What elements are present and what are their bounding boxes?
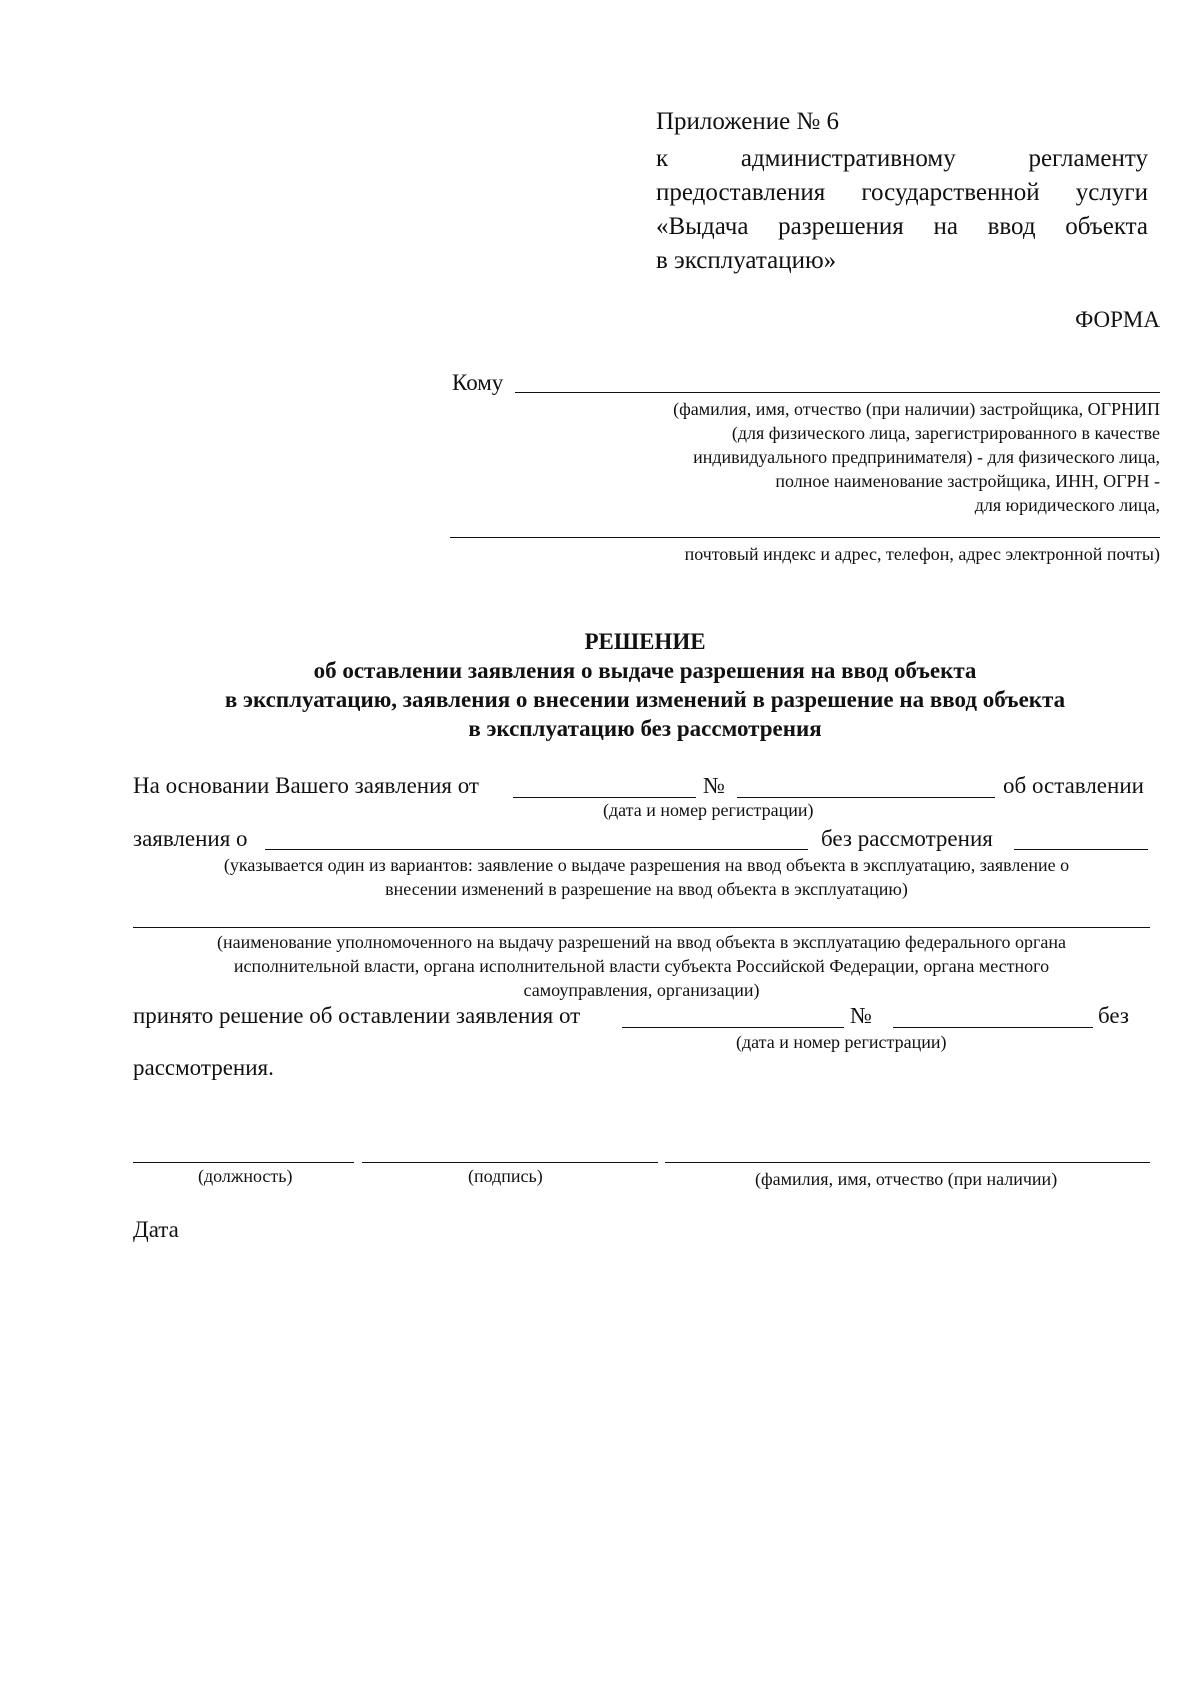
p2-hint-2: внесении изменений в разрешение на ввод объекта в эксплуатацию) bbox=[385, 879, 908, 899]
position-hint: (должность) bbox=[198, 1166, 293, 1186]
appendix-line-2: к административному регламенту bbox=[656, 145, 1148, 172]
p1-end-text: об оставлении bbox=[1003, 773, 1144, 798]
org-hint-3: самоуправления, организации) bbox=[523, 980, 760, 1000]
appendix-line-5: в эксплуатацию» bbox=[656, 247, 837, 274]
p3-hint: (дата и номер регистрации) bbox=[736, 1032, 947, 1052]
recipient-address-field[interactable] bbox=[450, 537, 1160, 538]
signature-hint: (подпись) bbox=[468, 1166, 543, 1186]
document-title: РЕШЕНИЕ bbox=[584, 629, 706, 654]
full-name-field[interactable] bbox=[665, 1162, 1150, 1163]
appendix-line-4: «Выдача разрешения на ввод объекта bbox=[656, 213, 1148, 240]
p2-start-text: заявления о bbox=[133, 826, 248, 851]
p2-hint-1: (указывается один из вариантов: заявление о выдаче разрешения на ввод объекта в эксплуатацию, заявление о bbox=[223, 855, 1070, 875]
document-subtitle-1: об оставлении заявления о выдаче разрешения на ввод объекта bbox=[313, 658, 977, 683]
application-number-field[interactable] bbox=[737, 797, 995, 798]
decision-date-field[interactable] bbox=[622, 1027, 844, 1028]
p1-number-sign: № bbox=[703, 773, 725, 798]
p3-number-sign: № bbox=[850, 1003, 872, 1028]
position-field[interactable] bbox=[133, 1162, 354, 1163]
p3-end-text: без bbox=[1098, 1003, 1129, 1028]
recipient-hint-6: почтовый индекс и адрес, телефон, адрес электронной почты) bbox=[684, 544, 1160, 564]
decision-number-field[interactable] bbox=[893, 1027, 1093, 1028]
recipient-hint-1: (фамилия, имя, отчество (при наличии) застройщика, ОГРНИП bbox=[673, 399, 1160, 419]
p2-end-text: без рассмотрения bbox=[821, 826, 993, 851]
appendix-line-3: предоставления государственной услуги bbox=[656, 179, 1148, 206]
p3-start-text: принято решение об оставлении заявления от bbox=[133, 1003, 581, 1028]
recipient-hint-3: индивидуального предпринимателя) - для физического лица, bbox=[693, 447, 1160, 467]
date-label: Дата bbox=[133, 1217, 179, 1242]
recipient-hint-2: (для физического лица, зарегистрированного в качестве bbox=[731, 423, 1160, 443]
p2-extra-field[interactable] bbox=[1014, 849, 1148, 850]
p3-continuation: рассмотрения. bbox=[133, 1055, 274, 1080]
form-label: ФОРМА bbox=[1075, 307, 1160, 332]
appendix-line-1: Приложение № 6 bbox=[656, 108, 840, 135]
signature-field[interactable] bbox=[362, 1162, 658, 1163]
recipient-name-field[interactable] bbox=[515, 392, 1160, 393]
p1-start-text: На основании Вашего заявления от bbox=[133, 773, 479, 798]
recipient-hint-4: полное наименование застройщика, ИНН, ОГРН - bbox=[775, 471, 1160, 491]
document-subtitle-2: в эксплуатацию, заявления о внесении изменений в разрешение на ввод объекта bbox=[224, 687, 1066, 712]
org-hint-2: исполнительной власти, органа исполнительной власти субъекта Российской Федерации, органа местного bbox=[233, 956, 1050, 976]
org-hint-1: (наименование уполномоченного на выдачу разрешений на ввод объекта в эксплуатацию федерального органа bbox=[216, 932, 1067, 952]
full-name-hint: (фамилия, имя, отчество (при наличии) bbox=[755, 1169, 1058, 1189]
organization-field[interactable] bbox=[133, 927, 1150, 928]
p1-hint: (дата и номер регистрации) bbox=[603, 800, 814, 820]
document-subtitle-3: в эксплуатацию без рассмотрения bbox=[468, 716, 822, 741]
recipient-label: Кому bbox=[452, 370, 504, 395]
application-date-field[interactable] bbox=[513, 797, 696, 798]
application-type-field[interactable] bbox=[265, 849, 808, 850]
recipient-hint-5: для юридического лица, bbox=[974, 495, 1160, 515]
